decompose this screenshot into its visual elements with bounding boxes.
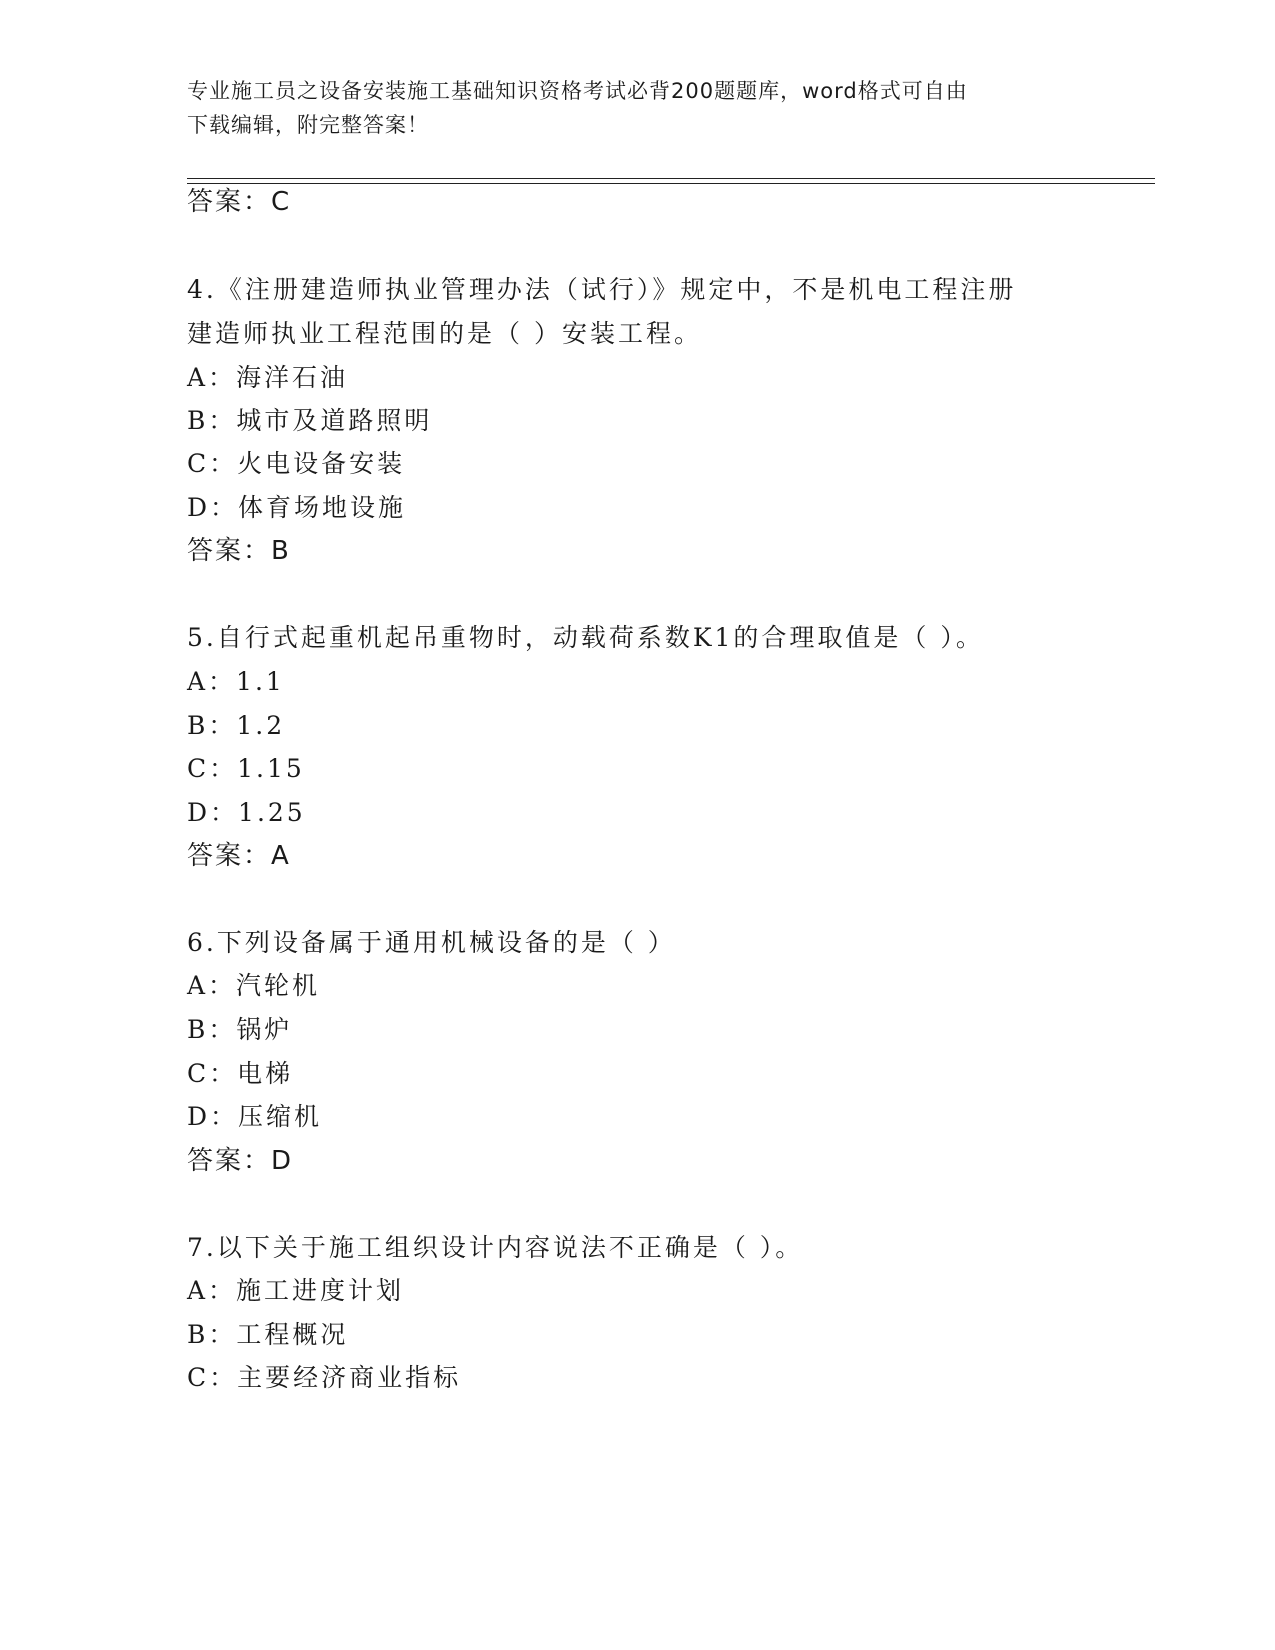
header-divider-top bbox=[187, 178, 1155, 179]
question-7-option-b: B：工程概况 bbox=[187, 1320, 349, 1349]
question-4-option-d: D：体育场地设施 bbox=[187, 493, 407, 522]
previous-answer: 答案：C bbox=[187, 187, 292, 217]
question-4-answer: 答案：B bbox=[187, 536, 291, 566]
question-5-option-d: D：1.25 bbox=[187, 798, 306, 827]
header-divider-bottom bbox=[187, 183, 1155, 184]
question-7-stem-line1: 7.以下关于施工组织设计内容说法不正确是（ ）。 bbox=[187, 1233, 804, 1262]
question-5-stem-line1: 5.自行式起重机起吊重物时，动载荷系数K1的合理取值是（ ）。 bbox=[187, 623, 984, 652]
header-title-line1: 专业施工员之设备安装施工基础知识资格考试必背200题题库，word格式可自由 bbox=[187, 79, 968, 103]
question-4-stem-line2: 建造师执业工程范围的是（ ）安装工程。 bbox=[187, 319, 702, 348]
header-title-line2: 下载编辑，附完整答案！ bbox=[187, 113, 429, 137]
question-5-option-b: B：1.2 bbox=[187, 711, 286, 740]
question-6-option-d: D：压缩机 bbox=[187, 1102, 323, 1131]
document-header bbox=[187, 74, 1087, 142]
question-6-option-c: C：电梯 bbox=[187, 1059, 294, 1088]
question-6-stem-line1: 6.下列设备属于通用机械设备的是（ ） bbox=[187, 928, 676, 957]
question-6-option-b: B：锅炉 bbox=[187, 1015, 293, 1044]
question-4-option-a: A：海洋石油 bbox=[187, 363, 349, 392]
question-6-option-a: A：汽轮机 bbox=[187, 971, 321, 1000]
question-6-answer: 答案：D bbox=[187, 1146, 294, 1176]
question-4-stem-line1: 4.《注册建造师执业管理办法（试行）》规定中，不是机电工程注册 bbox=[187, 275, 1017, 304]
question-4-option-c: C：火电设备安装 bbox=[187, 449, 406, 478]
question-7-option-a: A：施工进度计划 bbox=[187, 1276, 405, 1305]
question-7-option-c: C：主要经济商业指标 bbox=[187, 1363, 462, 1392]
question-5-answer: 答案：A bbox=[187, 841, 291, 871]
question-5-option-a: A：1.1 bbox=[187, 667, 285, 696]
question-5-option-c: C：1.15 bbox=[187, 754, 305, 783]
question-4-option-b: B：城市及道路照明 bbox=[187, 406, 433, 435]
